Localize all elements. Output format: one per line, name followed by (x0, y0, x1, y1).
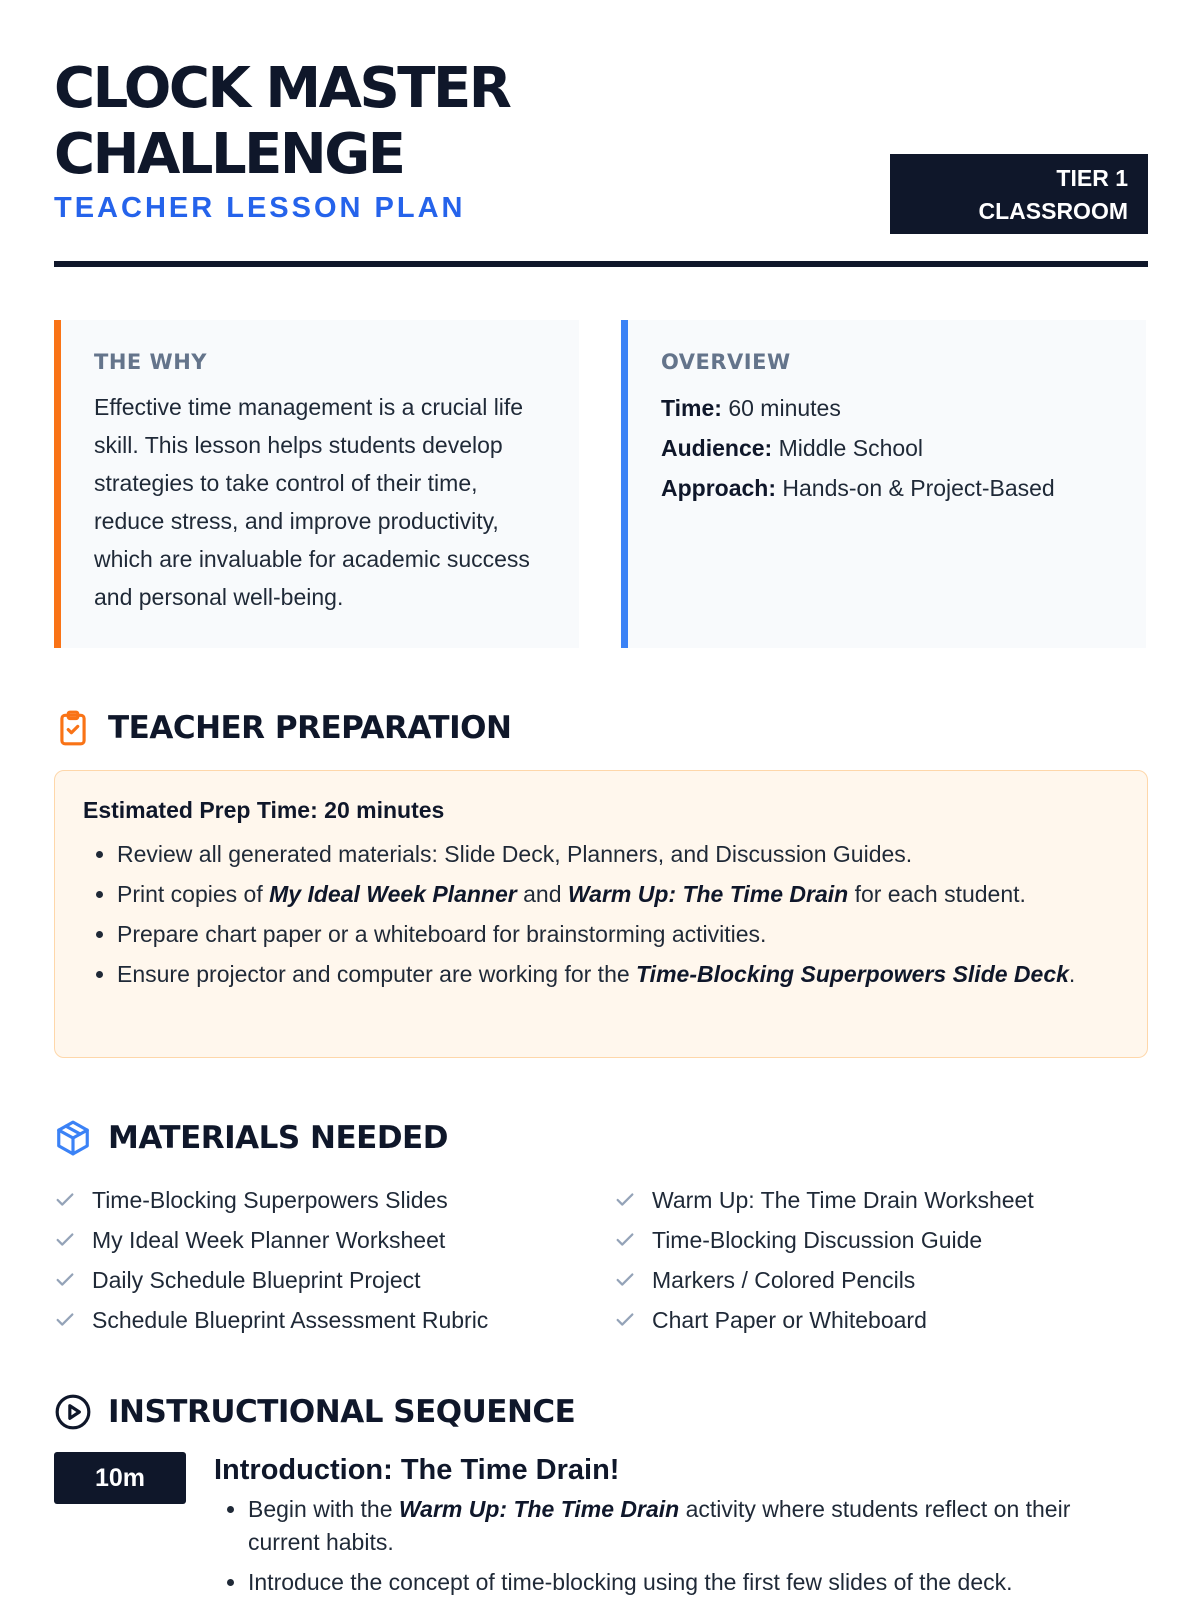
step-item-text: activity where students reflect on their current habits. (248, 1496, 1071, 1555)
tier-badge-line2: CLASSROOM (978, 198, 1128, 224)
step-item-text: Begin with the (248, 1496, 399, 1522)
tier-badge (890, 154, 1148, 234)
why-text: Effective time management is a crucial life skill. This lesson helps students develop strategies to take control of their time, reduce stress, and improve productivity, which are invaluable for academic success and personal well-being. (94, 394, 530, 610)
list-item (614, 1300, 1134, 1340)
box-icon (54, 1119, 92, 1157)
list-item (614, 1260, 1134, 1300)
why-label: THE WHY (94, 350, 208, 374)
overview-row-time (661, 388, 1120, 428)
list-item (248, 1566, 1148, 1599)
list-item (117, 958, 1119, 991)
material-label: Daily Schedule Blueprint Project (92, 1266, 421, 1293)
check-icon (614, 1229, 636, 1251)
material-label: Warm Up: The Time Drain Worksheet (652, 1186, 1034, 1213)
materials-col-right (614, 1180, 1134, 1340)
material-label: Schedule Blueprint Assessment Rubric (92, 1306, 489, 1333)
material-label: Chart Paper or Whiteboard (652, 1306, 927, 1333)
prep-item-text: Prepare chart paper or a whiteboard for brainstorming activities. (117, 921, 767, 947)
sequence-section-heading (54, 1390, 575, 1434)
materials-title: MATERIALS NEEDED (108, 1120, 448, 1156)
prep-item-emphasis: Warm Up: The Time Drain (567, 881, 849, 907)
duration-badge: 10m (54, 1452, 186, 1504)
overview-key: Time: (661, 395, 722, 421)
page-title: CLOCK MASTER CHALLENGE (54, 56, 510, 187)
step-item-emphasis: Warm Up: The Time Drain (398, 1496, 680, 1522)
overview-row-approach (661, 468, 1120, 508)
header-divider (54, 261, 1148, 267)
prep-title: TEACHER PREPARATION (108, 710, 512, 746)
list-item (117, 918, 1119, 951)
lesson-plan-page (54, 0, 1148, 1595)
sequence-title: INSTRUCTIONAL SEQUENCE (108, 1394, 576, 1430)
prep-item-emphasis: Time-Blocking Superpowers Slide Deck (636, 961, 1069, 987)
prep-list (83, 838, 1119, 991)
list-item (614, 1220, 1134, 1260)
list-item (248, 1493, 1148, 1559)
step-body (214, 1452, 1148, 1606)
prep-box (54, 770, 1148, 1058)
prep-item-text: Ensure projector and computer are working for the (117, 961, 637, 987)
list-item (54, 1180, 574, 1220)
prep-item-emphasis: My Ideal Week Planner (269, 881, 517, 907)
page-subtitle: TEACHER LESSON PLAN (54, 192, 466, 224)
check-icon (614, 1269, 636, 1291)
prep-time: Estimated Prep Time: 20 minutes (83, 797, 445, 823)
play-circle-icon (54, 1393, 92, 1431)
material-label: Markers / Colored Pencils (652, 1266, 916, 1293)
prep-item-text: and (516, 881, 568, 907)
tier-badge-line1: TIER 1 (1056, 165, 1128, 191)
check-icon (614, 1309, 636, 1331)
header (54, 0, 1148, 268)
check-icon (54, 1269, 76, 1291)
material-label: Time-Blocking Superpowers Slides (92, 1186, 448, 1213)
overview-value: Middle School (778, 435, 924, 461)
material-label: My Ideal Week Planner Worksheet (92, 1226, 446, 1253)
overview-key: Audience: (661, 435, 773, 461)
info-cards (54, 320, 1148, 648)
overview-value: 60 minutes (728, 395, 841, 421)
prep-section-heading (54, 706, 511, 750)
overview-label: OVERVIEW (661, 350, 791, 374)
step-title: Introduction: The Time Drain! (214, 1454, 620, 1486)
overview-card (621, 320, 1146, 648)
overview-key: Approach: (661, 475, 776, 501)
prep-item-text: for each student. (848, 881, 1026, 907)
list-item (614, 1180, 1134, 1220)
prep-item-text: Review all generated materials: Slide Deck, Planners, and Discussion Guides. (117, 841, 913, 867)
check-icon (54, 1229, 76, 1251)
material-label: Time-Blocking Discussion Guide (652, 1226, 983, 1253)
step-list (214, 1493, 1148, 1599)
list-item (117, 838, 1119, 871)
check-icon (614, 1189, 636, 1211)
step-item-text: Introduce the concept of time-blocking using the first few slides of the deck. (248, 1569, 1013, 1595)
prep-item-text: . (1068, 961, 1076, 987)
overview-value: Hands-on & Project-Based (782, 475, 1055, 501)
overview-row-audience (661, 428, 1120, 468)
prep-item-text: Print copies of (117, 881, 270, 907)
check-icon (54, 1189, 76, 1211)
list-item (54, 1220, 574, 1260)
list-item (54, 1300, 574, 1340)
materials-col-left (54, 1180, 574, 1340)
why-card (54, 320, 579, 648)
check-icon (54, 1309, 76, 1331)
list-item (117, 878, 1119, 911)
clipboard-check-icon (54, 709, 92, 747)
list-item (54, 1260, 574, 1300)
materials-section-heading (54, 1116, 448, 1160)
